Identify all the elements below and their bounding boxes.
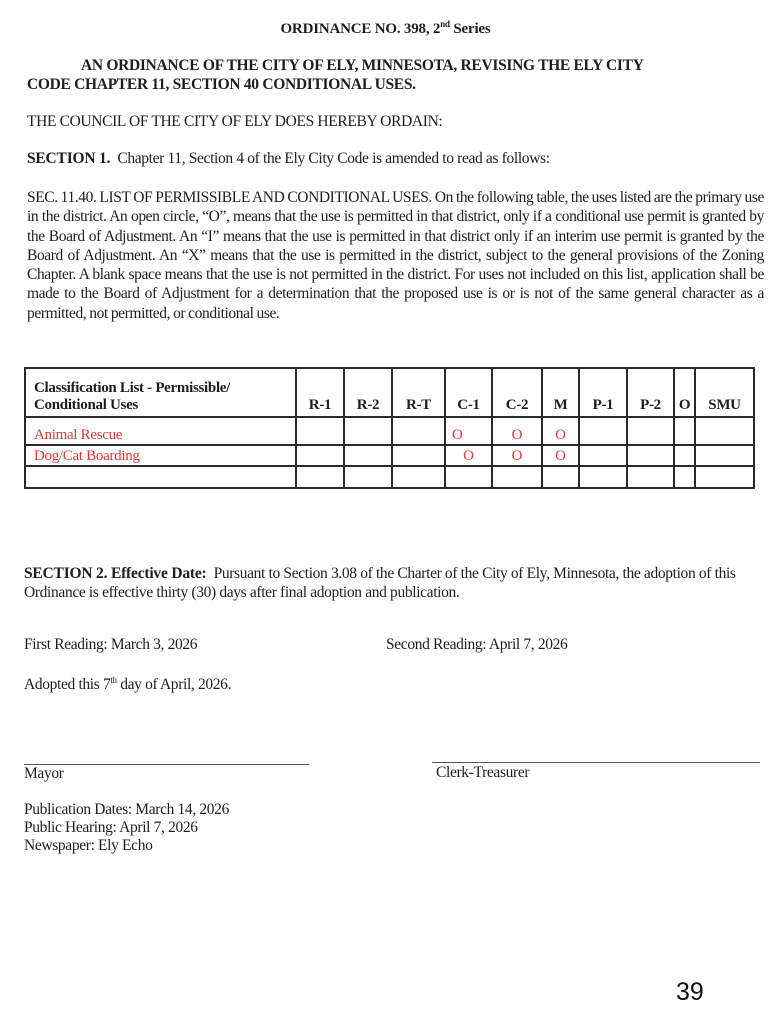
classification-header-line-2: Conditional Uses <box>34 397 138 413</box>
classification-header-line-1: Classification List - Permissible/ <box>34 380 231 396</box>
adopted-prefix: Adopted this 7 <box>24 676 111 694</box>
table-cell <box>344 417 392 445</box>
table-cell <box>445 466 492 488</box>
column-header: R-T <box>392 368 445 417</box>
table-cell <box>695 445 754 466</box>
table-cell <box>392 445 445 466</box>
table-cell <box>579 445 627 466</box>
table-cell <box>296 417 344 445</box>
title-suffix: Series <box>449 21 491 37</box>
table-cell <box>627 466 674 488</box>
mayor-label: Mayor <box>24 765 64 782</box>
ordinance-title <box>0 19 771 38</box>
public-hearing: Public Hearing: April 7, 2026 <box>24 819 198 836</box>
use-name-cell: Animal Rescue <box>25 417 296 445</box>
section-2 <box>24 564 764 602</box>
table-cell <box>392 466 445 488</box>
use-name-cell: Dog/Cat Boarding <box>25 445 296 466</box>
column-header: C-2 <box>492 368 542 417</box>
use-name-cell <box>25 466 296 488</box>
publication-info <box>24 801 229 855</box>
clerk-signature-line <box>432 762 760 763</box>
table-cell <box>542 466 579 488</box>
column-header: P-2 <box>627 368 674 417</box>
adopted-superscript: th <box>110 675 117 685</box>
table-row <box>25 417 754 445</box>
column-header: O <box>674 368 695 417</box>
table-cell <box>695 417 754 445</box>
table-cell <box>627 417 674 445</box>
council-statement: THE COUNCIL OF THE CITY OF ELY DOES HEREBY ORDAIN: <box>27 113 443 130</box>
section-1-label: SECTION 1. <box>27 150 111 167</box>
table-row <box>25 466 754 488</box>
column-header: C-1 <box>445 368 492 417</box>
heading-line-1: AN ORDINANCE OF THE CITY OF ELY, MINNESOTA, REVISING THE ELY CITY <box>81 57 644 74</box>
table-cell: O <box>542 445 579 466</box>
newspaper: Newspaper: Ely Echo <box>24 837 153 854</box>
ordinance-heading <box>27 56 743 94</box>
table-cell <box>296 445 344 466</box>
section-2-label: SECTION 2. Effective Date: <box>24 565 207 582</box>
section-1-text: Chapter 11, Section 4 of the Ely City Code is amended to read as follows: <box>117 150 550 167</box>
sec-11-40-paragraph: SEC. 11.40. LIST OF PERMISSIBLE AND CONDITIONAL USES. On the following table, the uses listed are the primary use in the district. An open circle, “O”, means that the use is permitted in that district, only if a conditional use permit is granted by the Board of Adjustment. An “I” means that the use is permitted in that district only if an interim use permit is granted by the Board of Adjustment. An “X” means that the use is permitted in the district, subject to the general provisions of the Zoning Chapter. A blank space means that the use is not permitted in the district. For uses not included on this list, application shall be made to the Board of Adjustment for a determination that the proposed use is or is not of the same general character as a permitted, not permitted, or conditional use. <box>27 189 764 322</box>
table-cell: O <box>492 445 542 466</box>
table-header-row <box>25 368 754 417</box>
table-cell: O <box>445 417 492 445</box>
table-cell <box>674 417 695 445</box>
table-cell <box>579 417 627 445</box>
uses-table <box>24 367 755 489</box>
section-2-text: Pursuant to Section 3.08 of the Charter of the City of Ely, Minnesota, the adoption of this Ordinance is effective thirty (30) days after final adoption and publication. <box>24 565 736 601</box>
heading-line-2: CODE CHAPTER 11, SECTION 40 CONDITIONAL USES. <box>27 76 416 93</box>
column-header: M <box>542 368 579 417</box>
table-cell <box>674 445 695 466</box>
column-header: P-1 <box>579 368 627 417</box>
table-cell: O <box>492 417 542 445</box>
title-superscript: nd <box>440 19 450 29</box>
column-header: SMU <box>695 368 754 417</box>
table-cell <box>492 466 542 488</box>
column-header: R-2 <box>344 368 392 417</box>
table-cell <box>579 466 627 488</box>
page-number: 39 <box>676 978 704 1006</box>
table-cell <box>674 466 695 488</box>
clerk-treasurer-label: Clerk-Treasurer <box>436 764 530 781</box>
adopted-date <box>24 675 231 694</box>
mayor-signature-line <box>24 764 309 765</box>
section-1 <box>27 150 550 168</box>
table-cell: O <box>445 445 492 466</box>
column-header: R-1 <box>296 368 344 417</box>
table-cell: O <box>542 417 579 445</box>
first-reading: First Reading: March 3, 2026 <box>24 636 198 653</box>
table-row <box>25 445 754 466</box>
classification-header <box>25 368 296 417</box>
table-cell <box>344 466 392 488</box>
table-cell <box>695 466 754 488</box>
table-cell <box>627 445 674 466</box>
second-reading: Second Reading: April 7, 2026 <box>386 636 568 653</box>
table-cell <box>392 417 445 445</box>
title-text: ORDINANCE NO. 398, 2 <box>280 21 441 37</box>
adopted-suffix: day of April, 2026. <box>116 676 232 694</box>
publication-dates: Publication Dates: March 14, 2026 <box>24 801 229 818</box>
table-cell <box>296 466 344 488</box>
table-cell <box>344 445 392 466</box>
